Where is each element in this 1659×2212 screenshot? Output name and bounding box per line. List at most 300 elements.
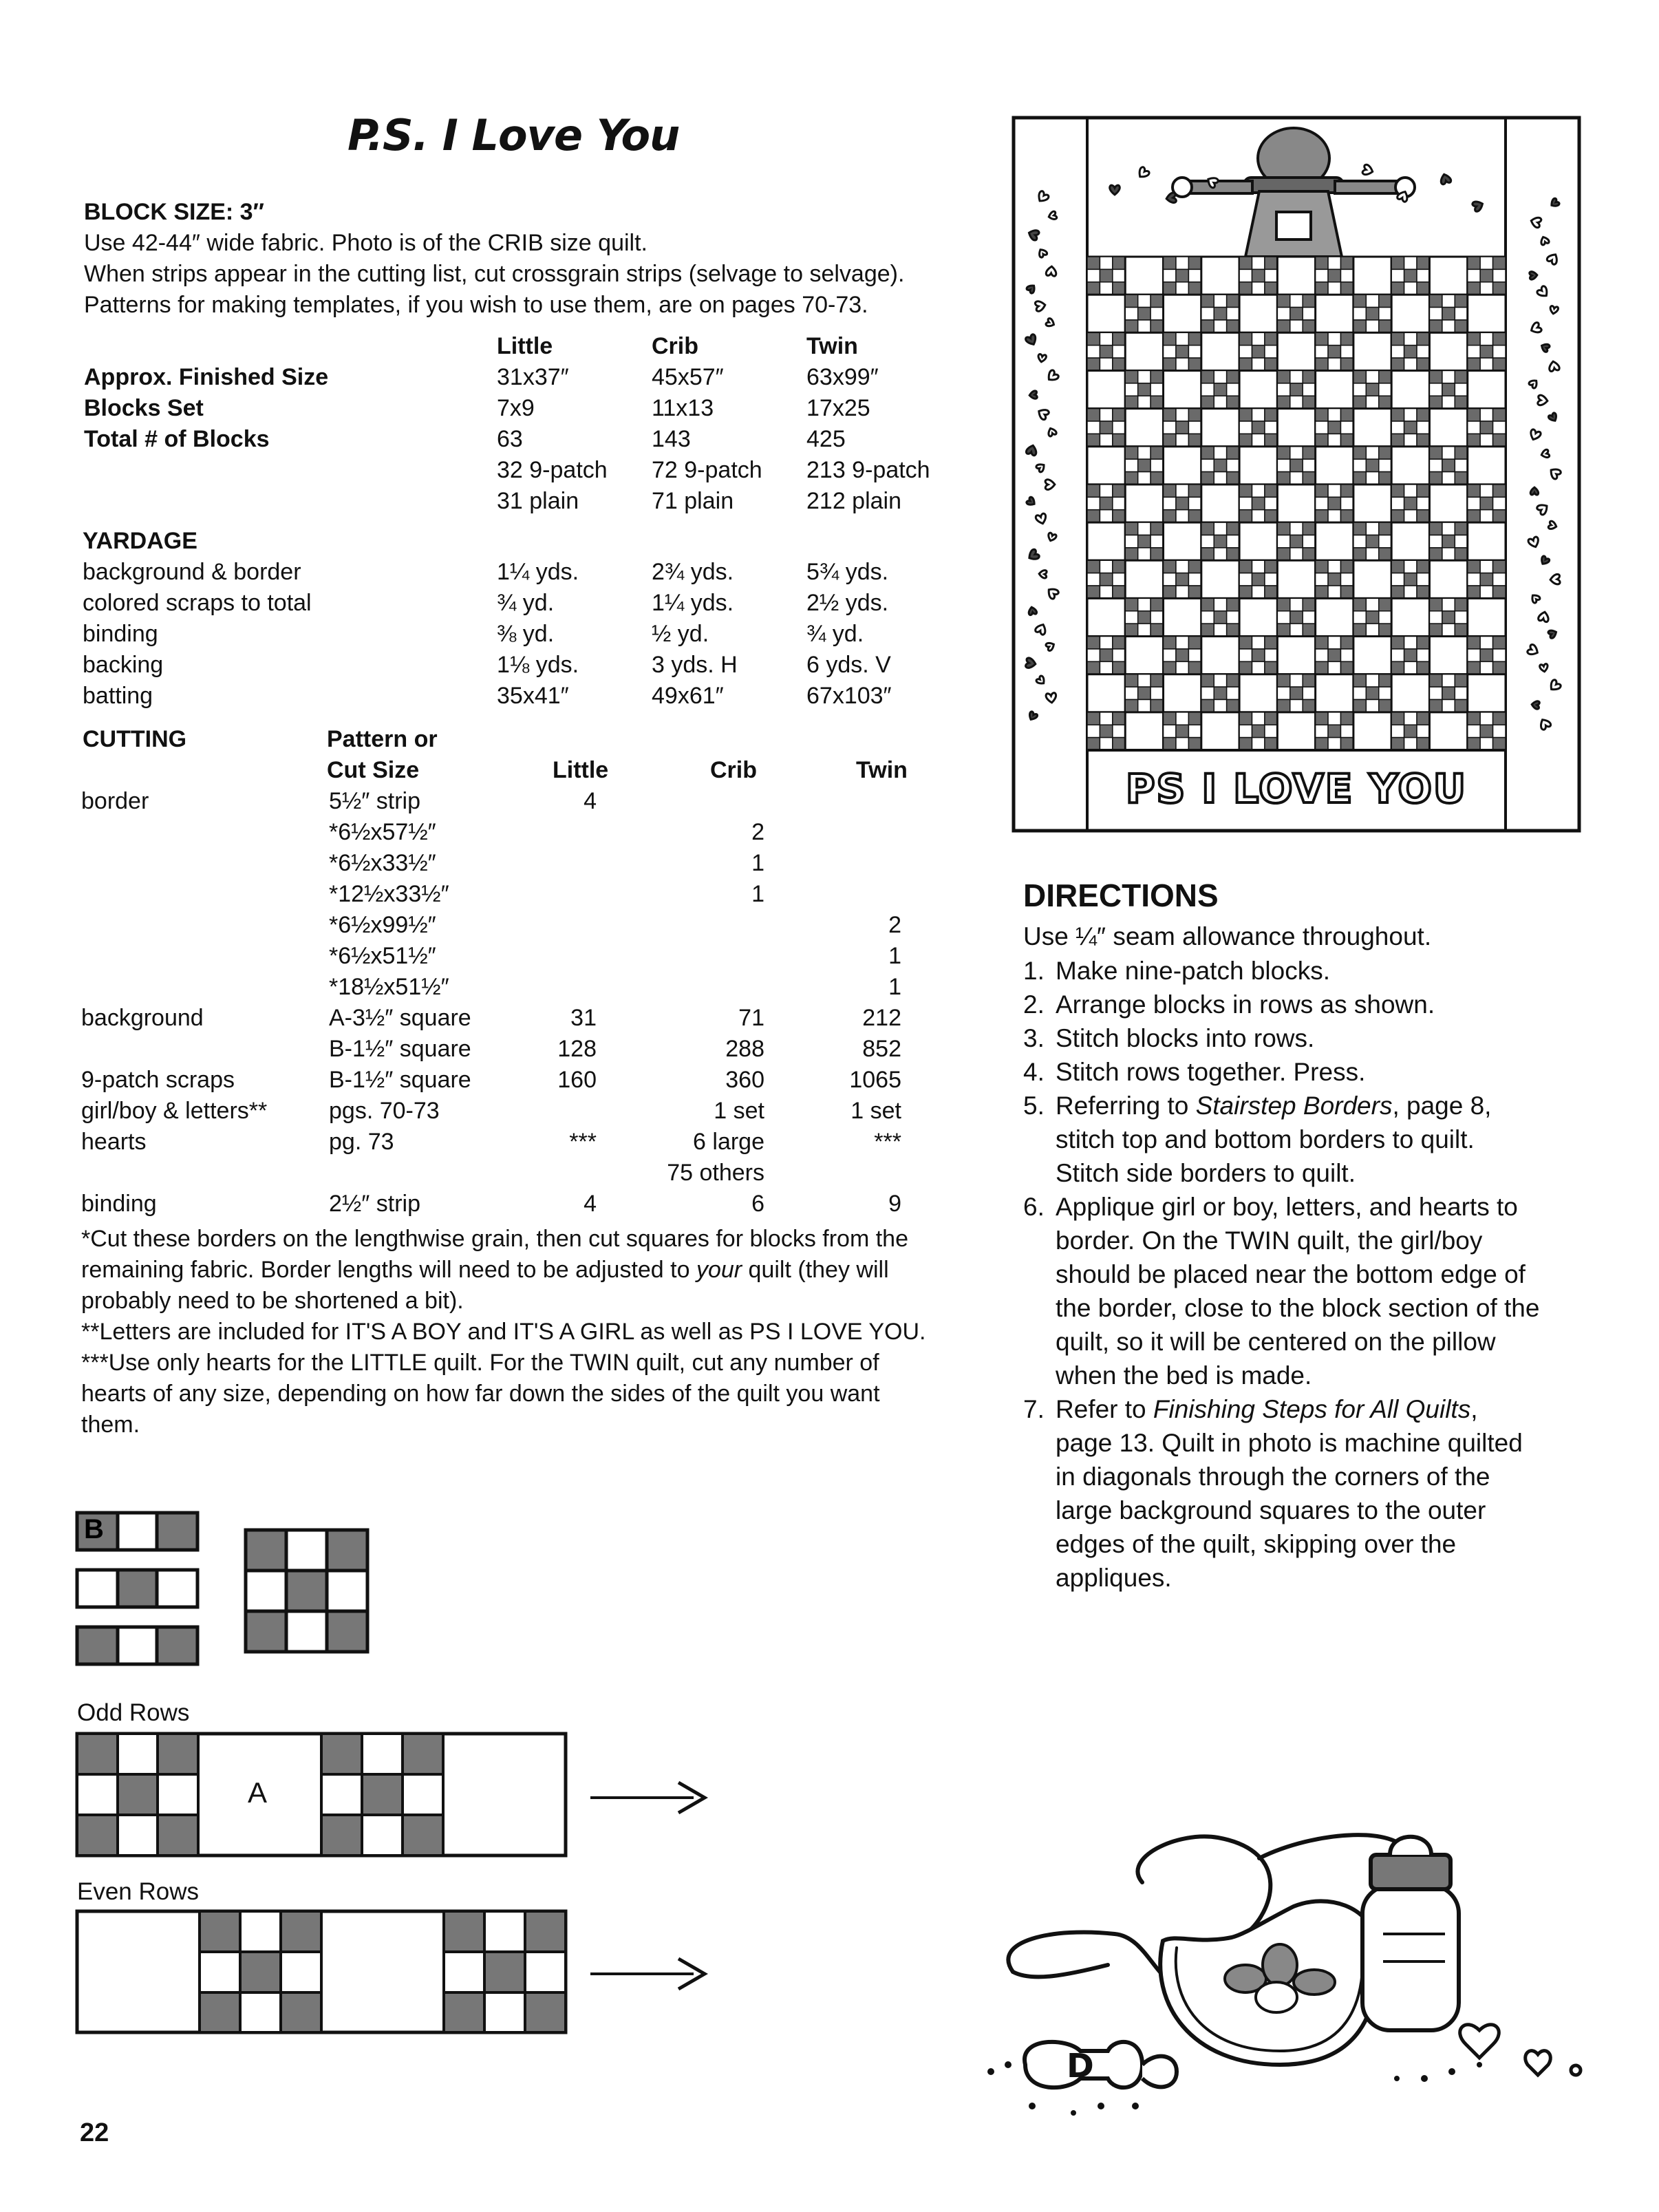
quilt-block xyxy=(1239,295,1277,332)
quilt-block xyxy=(1468,598,1506,636)
nine-patch-square xyxy=(1125,611,1137,624)
nine-patch-square xyxy=(1468,661,1480,674)
nine-patch-square xyxy=(1227,687,1239,699)
nine-patch-square xyxy=(1442,535,1455,547)
nine-patch-square xyxy=(1087,257,1100,269)
nine-patch-square xyxy=(1239,649,1252,661)
nine-patch-square xyxy=(1429,459,1442,471)
nine-patch-square xyxy=(1328,282,1340,295)
nine-patch-square xyxy=(1113,586,1125,598)
row-label: 9-patch scraps xyxy=(81,1067,235,1093)
cut-size: B-1½″ square xyxy=(329,1036,471,1062)
nine-patch-square xyxy=(1214,383,1226,396)
nine-patch-square xyxy=(1353,598,1366,610)
nine-patch-square xyxy=(1340,497,1353,509)
col-header-crib: Crib xyxy=(710,757,757,783)
nine-patch-square xyxy=(1201,320,1214,332)
nine-patch-square xyxy=(1239,661,1252,674)
nine-patch-square xyxy=(1265,434,1277,446)
nine-patch-square xyxy=(1214,674,1226,687)
nine-patch-square xyxy=(1087,409,1100,421)
nine-patch-square xyxy=(1113,661,1125,674)
step-text: appliques. xyxy=(1056,1564,1172,1592)
quilt-block xyxy=(1391,522,1429,560)
nine-patch-square xyxy=(1391,358,1404,370)
nine-patch-square xyxy=(1328,649,1340,661)
nine-patch-square xyxy=(1303,383,1315,396)
nine-patch-square xyxy=(1087,661,1100,674)
nine-patch-square xyxy=(1188,409,1201,421)
nine-patch-square xyxy=(1150,611,1163,624)
nine-patch-square xyxy=(1150,396,1163,408)
cell: 72 9-patch xyxy=(652,457,762,483)
nine-patch-square xyxy=(1493,712,1506,725)
nine-patch-square xyxy=(1252,560,1265,573)
nine-patch-square xyxy=(1290,535,1303,547)
nine-patch-square xyxy=(1277,687,1289,699)
nine-patch-square xyxy=(1493,269,1506,281)
step-text: Applique girl or boy, letters, and hearts to xyxy=(1056,1193,1518,1221)
nine-patch-square xyxy=(1265,573,1277,586)
nine-patch-square xyxy=(1391,573,1404,586)
nine-patch-square xyxy=(1404,560,1417,573)
cell-twin: 2 xyxy=(888,912,901,938)
intro-line: Use 42-44″ wide fabric. Photo is of the CRIB size quilt. xyxy=(84,230,647,256)
nine-patch-square xyxy=(1125,396,1137,408)
nine-patch-square xyxy=(1417,485,1429,497)
nine-patch-square xyxy=(1150,522,1163,535)
step-text: quilt, so it will be centered on the pillow xyxy=(1056,1328,1496,1356)
quilt-block xyxy=(1391,370,1429,408)
nine-patch-square xyxy=(1404,485,1417,497)
nine-patch-square xyxy=(1455,320,1467,332)
nine-patch-square xyxy=(1113,332,1125,345)
nine-patch-square xyxy=(1214,535,1226,547)
nine-patch-square xyxy=(1113,485,1125,497)
quilt-block xyxy=(1353,712,1391,750)
quilt-block xyxy=(1429,257,1467,295)
col-header-cut-size: Cut Size xyxy=(327,757,420,783)
nine-patch-square xyxy=(1164,269,1176,281)
nine-patch-square xyxy=(1138,598,1150,610)
note-line: them. xyxy=(81,1412,140,1438)
nine-patch-square xyxy=(1366,687,1378,699)
nine-patch-square xyxy=(1100,409,1112,421)
nine-patch-square xyxy=(1480,358,1492,370)
nine-patch-square xyxy=(1290,320,1303,332)
nine-patch-square xyxy=(1328,712,1340,725)
nine-patch-square xyxy=(1468,637,1480,649)
nine-patch-square xyxy=(1239,497,1252,509)
nine-patch-square xyxy=(1113,573,1125,586)
nine-patch-square xyxy=(1290,472,1303,485)
nine-patch-square xyxy=(1404,257,1417,269)
nine-patch-square xyxy=(1316,649,1328,661)
nine-patch-square xyxy=(1125,472,1137,485)
nine-patch-square xyxy=(1227,459,1239,471)
nine-patch-square xyxy=(1138,295,1150,307)
cut-size: *6½x33½″ xyxy=(329,850,436,876)
cell-little: *** xyxy=(569,1129,597,1155)
nine-patch-square xyxy=(1353,295,1366,307)
nine-patch-square xyxy=(1417,637,1429,649)
nine-patch-square xyxy=(1277,459,1289,471)
nine-patch-square xyxy=(1150,624,1163,636)
nine-patch-square xyxy=(1201,548,1214,560)
nine-patch-square xyxy=(1176,510,1188,522)
quilt-block xyxy=(1429,712,1467,750)
nine-patch-square xyxy=(1353,370,1366,383)
quilt-block xyxy=(1087,598,1125,636)
quilt-block xyxy=(1087,370,1125,408)
nine-patch-square xyxy=(1150,295,1163,307)
nine-patch-square xyxy=(1391,586,1404,598)
nine-patch-square xyxy=(1176,269,1188,281)
nine-patch-square xyxy=(1493,257,1506,269)
cell: 63x99″ xyxy=(806,364,879,390)
quilt-block xyxy=(1201,560,1239,598)
nine-patch-square xyxy=(1252,661,1265,674)
nine-patch-square xyxy=(1468,257,1480,269)
nine-patch-square xyxy=(1468,712,1480,725)
row-label: background xyxy=(81,1005,204,1031)
nine-patch-square xyxy=(1340,637,1353,649)
row-label: batting xyxy=(83,683,153,709)
nine-patch-square xyxy=(1429,687,1442,699)
nine-patch-square xyxy=(1455,308,1467,320)
nine-patch-square xyxy=(1442,548,1455,560)
nine-patch-square xyxy=(1227,535,1239,547)
nine-patch-square xyxy=(1201,611,1214,624)
nine-patch-square xyxy=(1455,674,1467,687)
nine-patch-square xyxy=(1138,522,1150,535)
nine-patch-square xyxy=(1113,738,1125,750)
quilt-block xyxy=(1277,712,1315,750)
nine-patch-square xyxy=(1252,485,1265,497)
nine-patch-square xyxy=(1214,548,1226,560)
step-text: Stitch rows together. Press. xyxy=(1056,1058,1366,1086)
nine-patch-square xyxy=(1188,712,1201,725)
nine-patch-square xyxy=(1404,510,1417,522)
cell-crib: 288 xyxy=(725,1036,764,1062)
quilt-block xyxy=(1087,447,1125,485)
nine-patch-square xyxy=(1303,699,1315,712)
nine-patch-square xyxy=(1176,712,1188,725)
odd-rows-label: Odd Rows xyxy=(77,1699,190,1726)
cell-twin: 852 xyxy=(862,1036,901,1062)
nine-patch-square xyxy=(1417,269,1429,281)
nine-patch-square xyxy=(1493,345,1506,358)
col-header-little: Little xyxy=(553,757,609,783)
nine-patch-square xyxy=(1150,598,1163,610)
nine-patch-square xyxy=(1150,548,1163,560)
nine-patch-square xyxy=(1176,661,1188,674)
nine-patch-square xyxy=(1252,586,1265,598)
cell: ⅜ yd. xyxy=(497,621,555,647)
nine-patch-square xyxy=(1455,611,1467,624)
nine-patch-square xyxy=(1316,560,1328,573)
step-number: 2. xyxy=(1023,990,1045,1019)
strip-unit-bottom xyxy=(77,1627,197,1664)
nine-patch-square xyxy=(1201,447,1214,459)
quilt-block xyxy=(1468,522,1506,560)
nine-patch-square xyxy=(1176,637,1188,649)
directions-heading: DIRECTIONS xyxy=(1023,878,1219,913)
nine-patch-square xyxy=(1442,295,1455,307)
nine-patch-square xyxy=(1493,637,1506,649)
nine-patch-square xyxy=(1493,485,1506,497)
nine-patch-square xyxy=(1239,573,1252,586)
nine-patch-square xyxy=(1353,320,1366,332)
strip-unit-middle xyxy=(77,1570,197,1607)
nine-patch-square xyxy=(1379,383,1391,396)
nine-patch-square xyxy=(1404,332,1417,345)
nine-patch-square xyxy=(1340,421,1353,434)
nine-patch-square xyxy=(1188,257,1201,269)
nine-patch-square xyxy=(1340,661,1353,674)
nine-patch-square xyxy=(1442,459,1455,471)
nine-patch-square xyxy=(1100,421,1112,434)
nine-patch-square xyxy=(1379,535,1391,547)
nine-patch-square xyxy=(1164,661,1176,674)
nine-patch-square xyxy=(1480,257,1492,269)
nine-patch-square xyxy=(1227,624,1239,636)
nine-patch-square xyxy=(1340,573,1353,586)
nine-patch-square xyxy=(1340,409,1353,421)
nine-patch-square xyxy=(1227,383,1239,396)
nine-patch-square xyxy=(1087,485,1100,497)
nine-patch-square xyxy=(1214,308,1226,320)
nine-patch-square xyxy=(1277,522,1289,535)
nine-patch-square xyxy=(1188,269,1201,281)
nine-patch-square xyxy=(1480,485,1492,497)
row-label: background & border xyxy=(83,559,301,585)
nine-patch-square xyxy=(1417,586,1429,598)
nine-patch-square xyxy=(1188,485,1201,497)
nine-patch-square xyxy=(1303,611,1315,624)
nine-patch-square xyxy=(1404,725,1417,737)
nine-patch-square xyxy=(1125,624,1137,636)
nine-patch-square xyxy=(1480,282,1492,295)
nine-patch-square xyxy=(1113,560,1125,573)
quilt-block xyxy=(1125,409,1163,447)
nine-patch-square xyxy=(1188,725,1201,737)
nine-patch-square xyxy=(1100,725,1112,737)
nine-patch-square xyxy=(1113,409,1125,421)
nine-patch-square xyxy=(1290,699,1303,712)
nine-patch-square xyxy=(1113,358,1125,370)
nine-patch-square xyxy=(1252,409,1265,421)
pacifier-icon xyxy=(1025,2042,1177,2087)
nine-patch-square xyxy=(1214,624,1226,636)
nine-patch-square xyxy=(1442,699,1455,712)
nine-patch-square xyxy=(1214,611,1226,624)
nine-patch-square xyxy=(1366,674,1378,687)
nine-patch-square xyxy=(1340,649,1353,661)
nine-patch-square xyxy=(1303,535,1315,547)
nine-patch-square xyxy=(1113,725,1125,737)
quilt-block xyxy=(1201,637,1239,674)
nine-patch-square xyxy=(1227,320,1239,332)
emphasis: your xyxy=(696,1257,742,1283)
quilt-block xyxy=(1125,712,1163,750)
cell-twin: 1065 xyxy=(849,1067,901,1093)
cell: 2½ yds. xyxy=(806,590,889,616)
nine-patch-square xyxy=(1316,712,1328,725)
nine-patch-square xyxy=(1100,510,1112,522)
nine-patch-square xyxy=(1113,257,1125,269)
nine-patch-square xyxy=(1340,485,1353,497)
block-label-b: B xyxy=(84,1514,104,1544)
step-text: Arrange blocks in rows as shown. xyxy=(1056,990,1435,1019)
nine-patch-square xyxy=(1227,370,1239,383)
nine-patch-square xyxy=(1087,738,1100,750)
nine-patch-square xyxy=(1277,611,1289,624)
quilt-block xyxy=(1277,637,1315,674)
nine-patch-square xyxy=(1442,598,1455,610)
nine-patch-square xyxy=(1391,434,1404,446)
nine-patch-square xyxy=(1468,434,1480,446)
nine-patch-square xyxy=(1455,699,1467,712)
nine-patch-square xyxy=(1265,637,1277,649)
nine-patch-square xyxy=(1214,687,1226,699)
row-label: girl/boy & letters** xyxy=(81,1098,268,1124)
nine-patch-square xyxy=(1138,447,1150,459)
cell: 1¼ yds. xyxy=(497,559,579,585)
cell: 71 plain xyxy=(652,488,734,514)
nine-patch-square xyxy=(1188,573,1201,586)
nine-patch-square xyxy=(1379,459,1391,471)
cell-little: 4 xyxy=(584,1191,597,1217)
nine-patch-square xyxy=(1366,295,1378,307)
nine-patch-square xyxy=(1366,624,1378,636)
nine-patch-square xyxy=(1328,485,1340,497)
nine-patch-square xyxy=(1404,421,1417,434)
nine-patch-square xyxy=(1303,624,1315,636)
nine-patch-square xyxy=(1125,522,1137,535)
nine-patch-square xyxy=(1087,637,1100,649)
step-number: 3. xyxy=(1023,1024,1045,1052)
nine-patch-square xyxy=(1455,624,1467,636)
quilt-block xyxy=(1468,370,1506,408)
quilt-block xyxy=(1277,560,1315,598)
cell-little: 31 xyxy=(570,1005,597,1031)
nine-patch-square xyxy=(1125,598,1137,610)
nine-patch-square xyxy=(1087,421,1100,434)
quilt-block xyxy=(1316,522,1353,560)
nine-patch-square xyxy=(1493,573,1506,586)
nine-patch-square xyxy=(1316,421,1328,434)
nine-patch-square xyxy=(1087,434,1100,446)
cell: ½ yd. xyxy=(652,621,709,647)
step-text: should be placed near the bottom edge of xyxy=(1056,1260,1526,1288)
nine-patch-square xyxy=(1214,295,1226,307)
quilt-block xyxy=(1239,370,1277,408)
nine-patch-square xyxy=(1239,560,1252,573)
nine-patch-square xyxy=(1290,308,1303,320)
nine-patch-square xyxy=(1404,573,1417,586)
nine-patch-block xyxy=(246,1530,367,1652)
nine-patch-square xyxy=(1328,661,1340,674)
cell: ¾ yd. xyxy=(497,590,555,616)
nine-patch-square xyxy=(1429,699,1442,712)
nine-patch-square xyxy=(1417,712,1429,725)
nine-patch-square xyxy=(1303,674,1315,687)
nine-patch-square xyxy=(1138,320,1150,332)
nine-patch-square xyxy=(1239,725,1252,737)
nine-patch-square xyxy=(1138,699,1150,712)
nine-patch-square xyxy=(1188,332,1201,345)
nine-patch-square xyxy=(1176,409,1188,421)
nine-patch-square xyxy=(1227,522,1239,535)
quilt-block xyxy=(1316,370,1353,408)
cut-size: *12½x33½″ xyxy=(329,881,449,907)
nine-patch-square xyxy=(1150,674,1163,687)
nine-patch-square xyxy=(1328,738,1340,750)
nine-patch-square xyxy=(1113,712,1125,725)
nine-patch-square xyxy=(1468,649,1480,661)
nine-patch-square xyxy=(1125,308,1137,320)
nine-patch-square xyxy=(1366,535,1378,547)
row-label: Approx. Finished Size xyxy=(84,364,329,390)
nine-patch-square xyxy=(1391,712,1404,725)
cell: 212 plain xyxy=(806,488,902,514)
nine-patch-square xyxy=(1340,257,1353,269)
nine-patch-square xyxy=(1391,257,1404,269)
nine-patch-square xyxy=(1379,674,1391,687)
nine-patch-square xyxy=(1239,712,1252,725)
nine-patch-square xyxy=(1455,687,1467,699)
odd-row-diagram xyxy=(77,1734,566,1855)
nine-patch-square xyxy=(1391,649,1404,661)
nine-patch-square xyxy=(1353,472,1366,485)
nine-patch-square xyxy=(1188,510,1201,522)
cell: 45x57″ xyxy=(652,364,724,390)
nine-patch-square xyxy=(1391,409,1404,421)
step-text: edges of the quilt, skipping over the xyxy=(1056,1530,1457,1558)
quilt-block xyxy=(1316,295,1353,332)
nine-patch-square xyxy=(1164,485,1176,497)
nine-patch-square xyxy=(1353,383,1366,396)
nine-patch-square xyxy=(1277,699,1289,712)
nine-patch-square xyxy=(1100,485,1112,497)
nine-patch-square xyxy=(1353,699,1366,712)
nine-patch-square xyxy=(1404,358,1417,370)
quilt-block xyxy=(1353,485,1391,522)
nine-patch-square xyxy=(1239,358,1252,370)
nine-patch-square xyxy=(1303,459,1315,471)
row-label: binding xyxy=(83,621,158,647)
nine-patch-square xyxy=(1290,687,1303,699)
nine-patch-square xyxy=(1087,497,1100,509)
nine-patch-square xyxy=(1316,510,1328,522)
nine-patch-square xyxy=(1176,649,1188,661)
nine-patch-square xyxy=(1125,548,1137,560)
nine-patch-square xyxy=(1087,712,1100,725)
nine-patch-square xyxy=(1265,725,1277,737)
nine-patch-square xyxy=(1480,637,1492,649)
nine-patch-square xyxy=(1164,358,1176,370)
nine-patch-square xyxy=(1252,421,1265,434)
nine-patch-square xyxy=(1227,674,1239,687)
cell: 31 plain xyxy=(497,488,579,514)
nine-patch-square xyxy=(1366,598,1378,610)
nine-patch-square xyxy=(1404,345,1417,358)
nine-patch-square xyxy=(1340,358,1353,370)
nine-patch-square xyxy=(1316,358,1328,370)
nine-patch-square xyxy=(1100,332,1112,345)
nine-patch-square xyxy=(1480,497,1492,509)
